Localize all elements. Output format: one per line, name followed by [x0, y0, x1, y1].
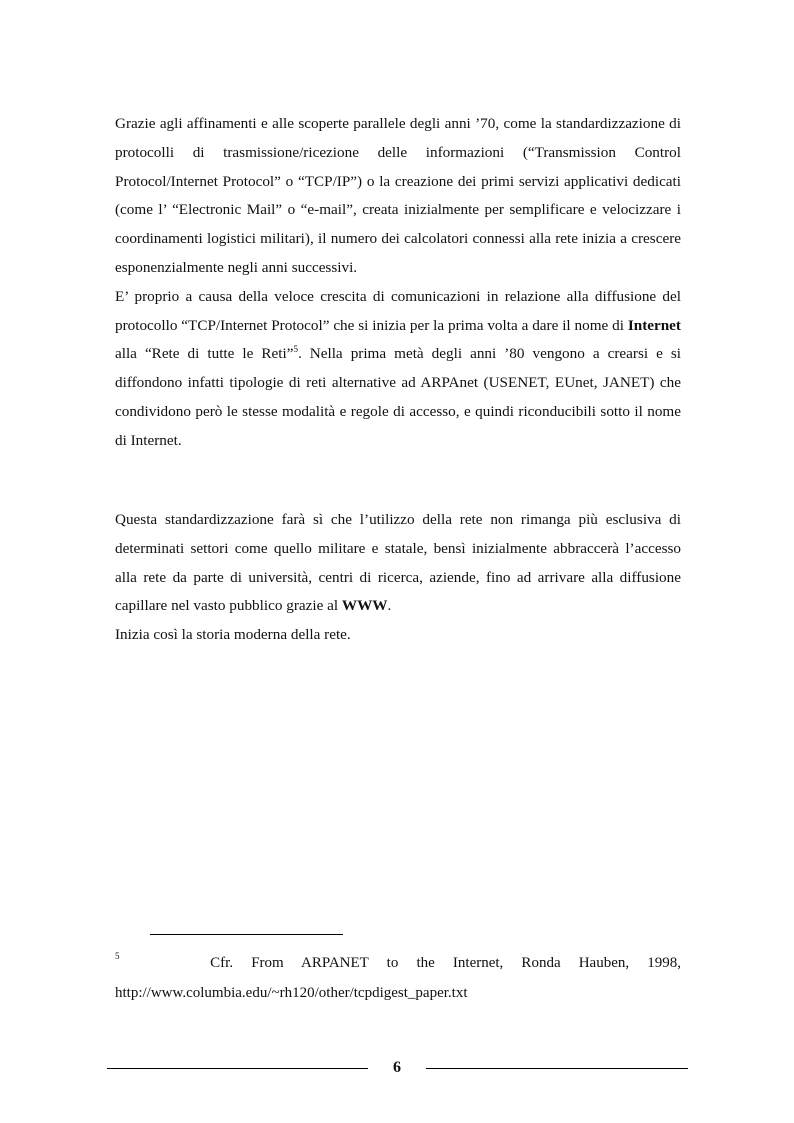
paragraph-standardization: Questa standardizzazione farà sì che l’utilizzo della rete non rimanga più esclusiva di determinati settori come quello militare e statale, bensì inizialmente abbraccerà l’accesso alla rete da parte di università, centri di ricerca, aziende, fino ad arrivare alla diffusione capillare nel vasto pubblico grazie al WWW.	[115, 511, 681, 615]
body-text-lower	[115, 506, 681, 650]
footer-rule-right	[426, 1068, 688, 1069]
footnote-mark: 5	[115, 951, 120, 961]
footnote-reference[interactable]: 5	[293, 344, 298, 355]
paragraph-arpanet-growth: Grazie agli affinamenti e alle scoperte parallele degli anni ’70, come la standardizzazione di protocolli di trasmissione/ricezione delle informazioni (“Transmission Control Protocol/Internet Protocol” o “TCP/IP”) o la creazione dei primi servizi applicativi dedicati (come l’ “Electronic Mail” o “e-mail”, creata inizialmente per semplificare e velocizzare i coordinamenti logistici militari), il numero dei calcolatori connessi alla rete inizia a crescere esponenzialmente negli anni successivi.	[115, 115, 681, 276]
footnote	[115, 948, 681, 1008]
footnote-text: Cfr. From ARPANET to the Internet, Ronda Hauben, 1998, http://www.columbia.edu/~rh120/other/tcpdigest_paper.txt	[115, 955, 682, 1001]
www-term: WWW	[341, 597, 388, 615]
internet-term: Internet	[627, 316, 681, 334]
paragraph-internet-name: E’ proprio a causa della veloce crescita di comunicazioni in relazione alla diffusione del protocollo “TCP/Internet Protocol” che si inizia per la prima volta a dare il nome di Internet alla “Rete di tutte le Reti”$^5$. Nella prima metà degli anni ’80 vengono a crearsi e si diffondono infatti tipologie di reti alternative ad ARPAnet (USENET, EUnet, JANET) che condividono però le stesse modalità e regole di accesso, e quindi riconducibili sotto il nome di Internet.	[115, 287, 682, 449]
paragraph-modern-history: Inizia così la storia moderna della rete.	[115, 626, 351, 644]
footnote-separator	[150, 934, 343, 935]
body-text-upper	[115, 110, 681, 456]
page-number: 6	[393, 1059, 401, 1076]
footer-rule-left	[107, 1068, 368, 1069]
